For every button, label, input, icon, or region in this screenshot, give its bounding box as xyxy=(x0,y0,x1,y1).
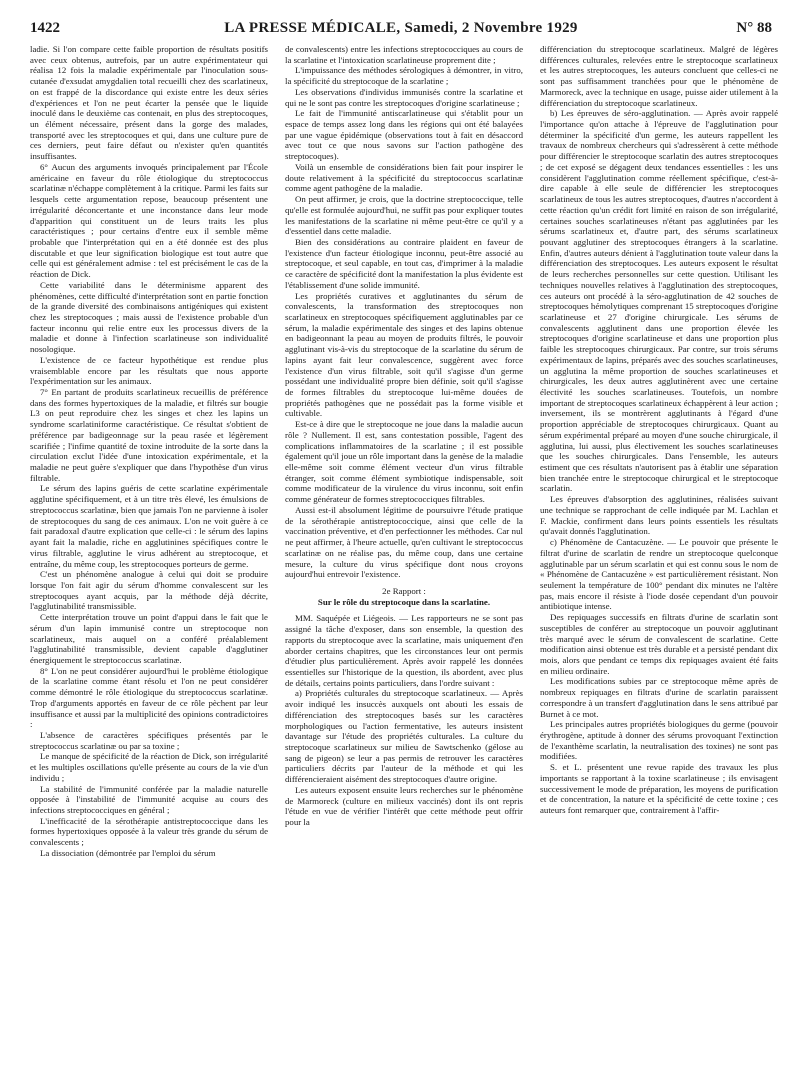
paragraph: S. et L. présentent une revue rapide des travaux les plus importants se rapportant à la toxine scarlatineuse ; ils envisagent successivement le mode de préparation, les moyens de purification et de concentration, la nature et la spécificité de cette toxine ; ces auteurs font remarquer que, contrairement à l'affir- xyxy=(540,762,778,816)
paragraph: La stabilité de l'immunité conférée par la maladie naturelle opposée à l'instabilité de l'immunité acquise au cours des infections streptococciques en général ; xyxy=(30,783,268,816)
paragraph: 6° Aucun des arguments invoqués principalement par l'École américaine en faveur du rôle étiologique du streptococcus scarlatinæ n'échappe complètement à la critique. Parmi les faits sur lesquels cette argumentation repose, beaucoup présentent une irrégularité déconcertante et une inconstance dans leur mode d'apparition qui constituent un de leurs traits les plus caractéristiques ; pour certains d'entre eux il semble même probable que l'interprétation qui en a été donnée est des plus discutable et que leur signification biologique est tout autre que celle qui est généralement admise : tel est précisément le cas de la réaction de Dick. xyxy=(30,161,268,280)
paragraph: ladie. Si l'on compare cette faible proportion de résultats positifs avec ceux obtenus, autrefois, par un autre expérimentateur qui réalisa 12 fois la maladie expérimentale par l'inoculation sous-cutanée d'exsudat amygdalien total recueilli chez des scarlatineux, on est frappé de la discordance qui existe entre les deux séries d'expériences et l'on ne peut écarter la pensée que le liquide inoculé dans le deuxième cas contenait, en plus des streptocoques, un élément nécessaire, présent dans la gorge des malades, transporté avec les streptocoques et qui, dans une culture pure de ces derniers, peut faire défaut ou n'exister qu'en quantités insuffisantes. xyxy=(30,44,268,162)
paragraph: L'inefficacité de la sérothérapie antistreptococcique dans les formes hypertoxiques opposée à la valeur très grande du sérum de convalescents ; xyxy=(30,815,268,848)
paragraph: Des repiquages successifs en filtrats d'urine de scarlatin sont susceptibles de conférer au streptocoque un pouvoir agglutinant très marqué avec le sérum de convalescent de scarlatine. Cette modification ainsi obtenue est très durable et a persisté pendant dix mois, alors que pendant ce temps dix repiquages avaient été faits en milieu ordinaire. xyxy=(540,612,778,676)
page-number: 1422 xyxy=(30,20,60,36)
paragraph: Bien des considérations au contraire plaident en faveur de l'existence d'un facteur étiologique inconnu, peut-être associé au streptocoque, et seul capable, en tout cas, d'imprimer à la maladie ce caractère de spécificité dont la manifestation la plus évidente est l'établissement d'une solide immunité. xyxy=(285,236,523,290)
paragraph: Le manque de spécificité de la réaction de Dick, son irrégularité et les multiples oscillations qu'elle présente au cours de la vie d'un individu ; xyxy=(30,751,268,783)
journal-title: LA PRESSE MÉDICALE, Samedi, 2 Novembre 1929 xyxy=(224,20,578,36)
paragraph: Est-ce à dire que le streptocoque ne joue dans la maladie aucun rôle ? Nullement. Il est, sans contestation possible, l'agent des complications inflammatoires de la scarlatine ; il est possible également qu'il joue un rôle important dans la genèse de la maladie elle-même soit comme élément vecteur d'un virus filtrable étranger, soit comme élément symbiotique indispensable, soit comme modificateur de la virulence du virus inconnu, soit enfin comme générateur de formes streptococciques filtrables. xyxy=(285,419,523,505)
text-column-middle xyxy=(285,44,523,1074)
paragraph: 8° L'on ne peut considérer aujourd'hui le problème étiologique de la scarlatine comme étant résolu et l'on ne peut considérer comme démontré le rôle étiologique du streptococcus scarlatinæ. Trop d'arguments apportés en faveur de ce rôle pèchent par leur insuffisance et aussi par la multiplicité des opinions contradictoires : xyxy=(30,665,268,730)
paragraph: Les propriétés curatives et agglutinantes du sérum de convalescents, la transformation des streptocoques non scarlatineux en streptocoques spécifiquement agglutinables par ce sérum, la maladie expérimentale des singes et des lapins obtenue en badigeonnant la peau au moyen de produits filtrés, le pouvoir agglutinant vis-à-vis du streptocoque de la scarlatine du sérum de lapins ayant fait leur convalescence, suggèrent avec force l'existence d'un virus filtrable, soit qu'il s'agisse d'un germe possédant une individualité propre bien définie, soit qu'il s'agisse de formes filtrables du streptocoque lui-même douées de propriétés pathogènes que ne possédait pas la forme visible et cultivable. xyxy=(285,290,523,419)
paragraph: On peut affirmer, je crois, que la doctrine streptococcique, telle qu'elle est formulée aujourd'hui, ne suffit pas pour expliquer toutes les manifestations de la scarlatine ni même peut-être ce qu'il y a d'essentiel dans cette maladie. xyxy=(285,194,523,237)
paragraph: Sur le rôle du streptocoque dans la scarlatine. xyxy=(317,596,491,607)
paragraph: Cette variabilité dans le déterminisme apparent des phénomènes, cette difficulté d'interprétation sont en partie fonction de la grande diversité des combinaisons antigéniques qui existent chez les streptocoques ; mais aussi de l'existence probable d'un facteur inconnu qui relie entre eux les processus divers de la maladie et donne à l'infection scarlatineuse son individualité nosologique. xyxy=(30,279,268,355)
paragraph: Voilà un ensemble de considérations bien fait pour inspirer le doute relativement à la spécificité du streptococcus scarlatinæ comme agent pathogène de la maladie. xyxy=(285,161,523,194)
paragraph: Les épreuves d'absorption des agglutinines, réalisées suivant une technique se rapprochant de celle indiquée par M. Lachlan et F. Mackie, confirment dans leurs points essentiels les résultats qu'avait donnés l'agglutination. xyxy=(540,494,778,537)
paragraph: C'est un phénomène analogue à celui qui doit se produire lorsque l'on fait agir du sérum d'homme convalescent sur les streptocoques ayant acquis, par la méthode déjà décrite, l'agglutinabilité transmissible. xyxy=(30,569,268,612)
paragraph: Cette interprétation trouve un point d'appui dans le fait que le sérum d'un lapin immunisé contre un streptocoque non scarlatineux, mais auquel on a conféré préalablement l'agglutinabilité transmissible, devient capable d'agglutiner énergiquement le streptococcus scarlatinæ. xyxy=(30,612,268,665)
paragraph: c) Phénomène de Cantacuzène. — Le pouvoir que présente le filtrat d'urine de scarlatin de rendre un streptocoque quelconque agglutinable par un sérum scarlatin et qui est connu sous le nom de « Phénomène de Cantacuzène » est particulièrement résistant. Non seulement la température de 100° pendant dix minutes ne l'altère pas, mais encore il résiste à l'iode dosée cependant d'un pouvoir antibiotique intense. xyxy=(540,537,778,612)
text-column-left xyxy=(30,44,268,1074)
paragraph: Les observations d'individus immunisés contre la scarlatine et qui ne le sont pas contre les streptocoques d'origine scarlatineuse ; xyxy=(285,86,523,108)
paragraph: 2e Rapport : xyxy=(382,585,426,596)
paragraph: Aussi est-il absolument légitime de poursuivre l'étude pratique de la sérothérapie antistreptococcique, ainsi que celle de la vaccination préventive, et d'en perfectionner les méthodes. Car nul ne peut affirmer, à l'heure actuelle, qu'en cultivant le streptococcus scarlatinæ on ne réalise pas, du même coup, dans une certaine mesure, la culture du virus spécifique dont nous croyons aujourd'hui entrevoir l'existence. xyxy=(285,504,523,580)
paragraph: L'absence de caractères spécifiques présentés par le streptococcus scarlatinæ ou par sa toxine ; xyxy=(30,730,268,751)
paragraph: 7° En partant de produits scarlatineux recueillis de préférence dans des formes hypertoxiques de la maladie, et filtrés sur bougie L3 on peut reproduire chez les singes et chez les lapins un syndrome scarlatiniforme caractéristique. Ce résultat s'obtient de préférence par badigeonnage sur la peau rasée et légèrement scarifiée ; l'infime quantité de toxine introduite de la sorte dans la circulation exclut l'idée d'une intoxication expérimentale, et la maladie ne peut guère s'expliquer que dans l'hypothèse d'un virus filtrable. xyxy=(30,387,268,483)
paragraph: La dissociation (démontrée par l'emploi du sérum xyxy=(40,847,216,858)
paragraph: Les principales autres propriétés biologiques du germe (pouvoir érythrogène, aptitude à donner des sérums provoquant l'extinction de l'exanthème scarlatin, la neutralisation des toxines) ne sont pas modifiées. xyxy=(540,719,778,762)
paragraph: a) Propriétés culturales du streptocoque scarlatineux. — Après avoir indiqué les insuccès auxquels ont abouti les essais de différenciation des streptocoques basés sur les caractères morphologiques ou l'action fermentative, les auteurs insistent davantage sur l'étude des propriétés culturales. La culture du streptocoque scarlatineux sur milieu de Sawtschenko (gélose au sang de pigeon) se leur a pas permis de retrouver les caractères particuliers décrits par l'auteur de la méthode et qui les différencieraient aisément des streptocoques d'autre origine. xyxy=(285,688,523,785)
paragraph: Le sérum des lapins guéris de cette scarlatine expérimentale agglutine spécifiquement, et à un titre très élevé, les émulsions de streptococcus scarlatinæ, bien que jamais l'on ne parvienne à isoler de streptocoques du sang de ces animaux. L'on ne voit guère à ce fait paradoxal d'autre explication que celle-ci : le sérum des lapins ayant fait la maladie, riche en agglutinines spécifiques contre le virus filtrable, agglutine le virus adhérent au streptocoque, et entraîne, du même coup, les streptocoques porteurs de germe. xyxy=(30,483,268,569)
paragraph: Les auteurs exposent ensuite leurs recherches sur le phénomène de Marmoreck (culture en milieux vaccinés) dont ils ont repris l'étude en vue de vérifier l'intérêt que cette méthode peut offrir pour la xyxy=(285,784,523,828)
issue-number: N° 88 xyxy=(736,20,772,36)
paragraph: différenciation du streptocoque scarlatineux. Malgré de légères différences culturales, relevées entre le streptocoque scarlatineux et les autres streptocoques, les auteurs concluent que celles-ci ne sont pas suffisamment tranchées pour que le phénomène de Marmoreck, avec la technique en usage, puisse aider utilement à la différenciation du streptocoque scarlatineux. xyxy=(540,44,778,108)
text-column-right xyxy=(540,44,778,1074)
paragraph: MM. Saquépée et Liégeois. — Les rapporteurs ne se sont pas assigné la tâche d'exposer, dans son ensemble, la question des rapports du streptocoque avec la scarlatine, mais uniquement d'en aborder certains chapitres, que les circonstances leur ont permis d'étudier plus particulièrement. Après avoir rappelé les données essentielles sur l'historique de la question, ils abordent, avec plus de détails, certains points particuliers, dans l'ordre suivant : xyxy=(285,613,523,688)
paragraph: de convalescents) entre les infections streptococciques au cours de la scarlatine et l'intoxication scarlatineuse proprement dite ; xyxy=(285,44,523,65)
paragraph: L'existence de ce facteur hypothétique est rendue plus vraisemblable encore par les résultats que nous apporte l'expérimentation sur les animaux. xyxy=(30,354,268,387)
paragraph: b) Les épreuves de séro-agglutination. — Après avoir rappelé l'importance qu'on attache à l'épreuve de l'agglutination pour déterminer la spécificité d'un germe, les auteurs rappellent les travaux de nombreux chercheurs qui s'adressèrent à cette méthode pour différencier le streptocoque scarlatin des autres streptocoques ; de cet exposé se dégagent deux tendances essentielles : les uns considèrent l'agglutination comme réellement spécifique, c'est-à-dire capable à elle seule de différencier les streptocoques scarlatineux de tous les autres streptocoques, d'autres n'accordent à cette réaction qu'un crédit fort limité en raison de son irrégularité, certaines souches scarlatineuses n'étant pas agglutinées par les sérums scarlatineux et, d'autre part, des sérums scarlatineux pouvant agglutiner des streptocoques étrangers à la scarlatine. Enfin, d'autres auteurs dénient à l'agglutination toute valeur dans la différenciation des streptocoques. Les auteurs exposent le résultat de leurs recherches personnelles sur cette question. Utilisant les techniques nouvelles relatives à l'agglutination des streptocoques, ces auteurs ont procédé à la séro-agglutination de 42 souches de streptocoques hémolytiques comprenant 15 streptocoques d'origine scarlatineuse et 27 d'origine chirurgicale. Les sérums de convalescents agglutinent dans une proportion élevée les streptocoques d'origine scarlatineuse et dans une proportion plus faible les streptocoques chirurgicaux. Par contre, sur trois sérums expérimentaux de lapins, préparés avec des souches scarlatineuses, un agglutina la même proportion de souches scarlatineuses et chirurgicales, les deux autres agglutinèrent avec une certaine électivité les souches scarlatineuses. Toutefois, un nombre important de streptocoques scarlatineux échappèrent à leur action ; inversement, ils se montrèrent agglutinants à l'égard d'une proportion appréciable de streptocoques chirurgicaux. Quant au sérum expérimental préparé au moyen d'une souche chirurgicale, il agglutina, lui aussi, plus électivement les souches scarlatineuses que les souches chirurgicales. Dans l'ensemble, les auteurs estiment que ces résultats n'autorisent pas à établir une séparation bien tranchée entre le streptocoque chirurgical et le streptocoque scarlatin. xyxy=(540,108,778,494)
page-header xyxy=(30,20,772,40)
paragraph: Le fait de l'immunité antiscarlatineuse qui s'établit pour un espace de temps assez long dans les régions qui ont été balayées par une vague épidémique (observations tout à fait en désaccord avec tout ce que nous savons sur l'action pathogène des streptocoques). xyxy=(285,108,523,162)
paragraph: L'impuissance des méthodes sérologiques à démontrer, in vitro, la spécificité du streptocoque de la scarlatine ; xyxy=(285,65,523,87)
paragraph: Les modifications subies par ce streptocoque même après de nombreux repiquages en filtrats d'urine de scarlatin paraissent correspondre à un transfert d'agglutination dans le sens attribué par Burnet à ce mot. xyxy=(540,676,778,719)
